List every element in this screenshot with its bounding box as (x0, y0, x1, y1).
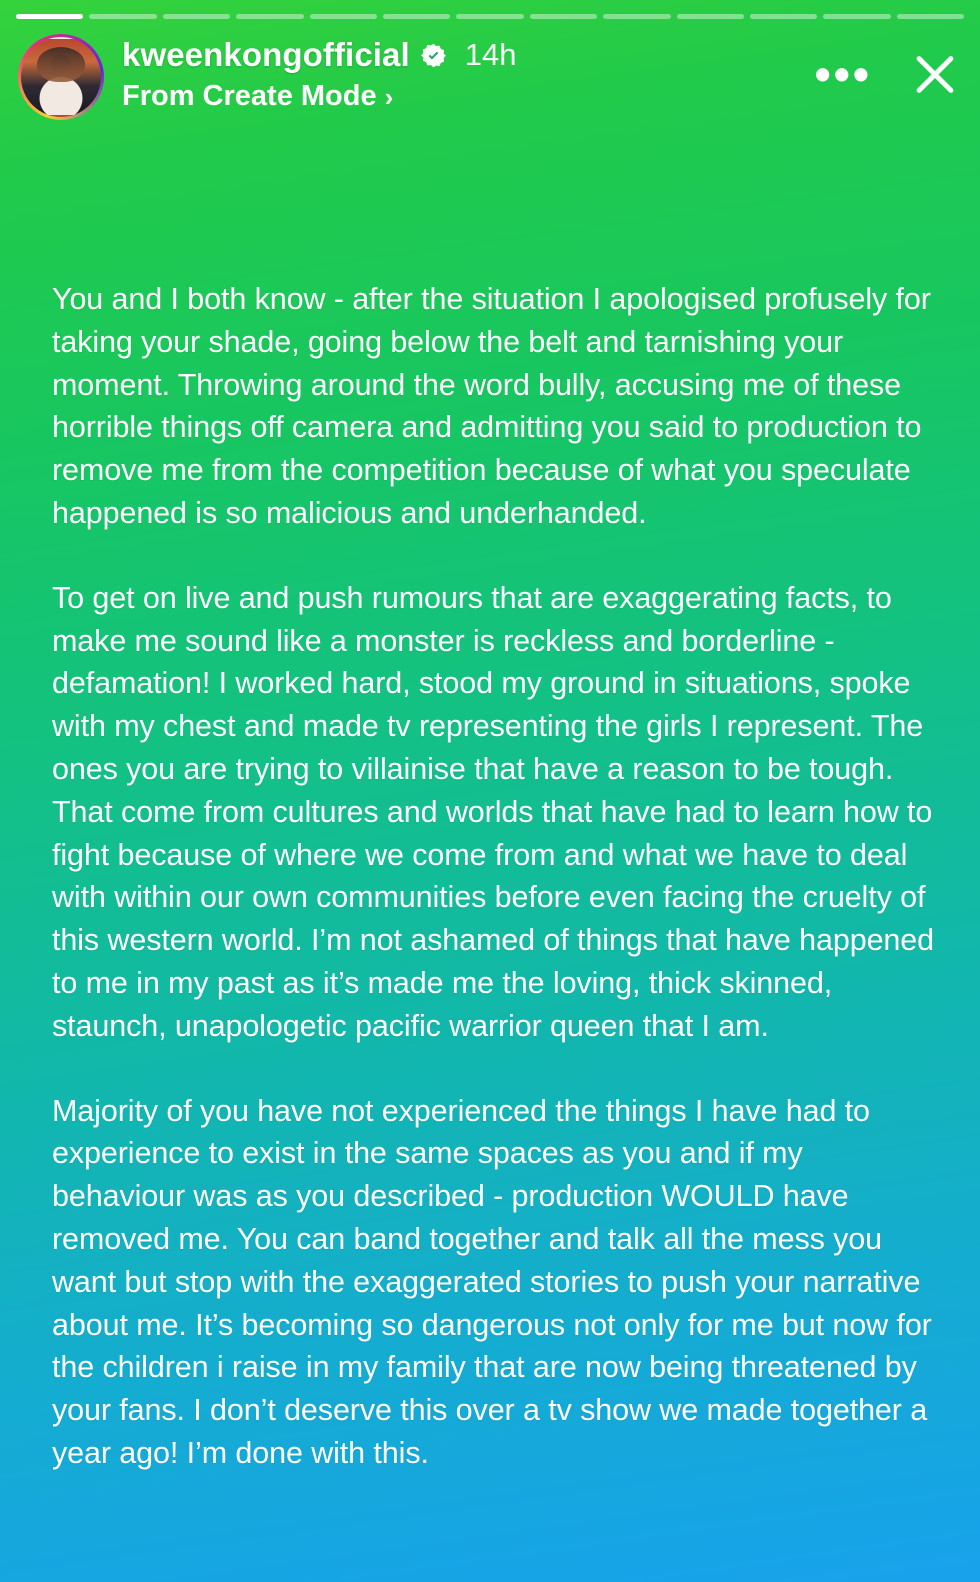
verified-badge-icon (420, 42, 447, 69)
story-paragraph: You and I both know - after the situation I apologised profusely for taking your shade, going below the belt and tarnishing your moment. Throwing around the word bully, accusing me of these horrible things off camera and admitting you said to production to remove me from the competition because of what you speculate happened is so malicious and underhanded. (52, 282, 931, 530)
progress-segment[interactable] (383, 14, 450, 19)
progress-segment[interactable] (603, 14, 670, 19)
story-header-actions (815, 30, 962, 102)
story-author-info (122, 30, 815, 113)
story-paragraph: To get on live and push rumours that are exaggerating facts, to make me sound like a monster is reckless and borderline - defamation! I worked hard, stood my ground in situations, spoke with my chest and made tv representing the girls I represent. The ones you are trying to villainise that have a reason to be tough. That come from cultures and worlds that have had to learn how to fight because of where we come from and what we have to deal with within our own communities before even facing the cruelty of this western world. I’m not ashamed of things that have happened to me in my past as it’s made me the loving, thick skinned, staunch, unapologetic pacific warrior queen that I am. (52, 580, 935, 1043)
story-progress-bar (16, 14, 964, 19)
story-header (18, 30, 962, 130)
progress-segment[interactable] (750, 14, 817, 19)
close-icon[interactable] (906, 46, 962, 102)
create-mode-label[interactable]: From Create Mode (122, 80, 377, 112)
story-paragraph: Majority of you have not experienced the things I have had to experience to exist in the same spaces as you and if my behaviour was as you described - production WOULD have removed me. You can band together and talk all the mess you want but stop with the exaggerated stories to push your narrative about me. It’s becoming so dangerous not only for me but now for the children i raise in my family that are now being threatened by your fans. I don’t deserve this over a tv show we made together a year ago! I’m done with this. (52, 1093, 932, 1470)
progress-segment[interactable] (163, 14, 230, 19)
story-text-content (52, 278, 938, 1475)
more-options-icon[interactable]: ••• (814, 48, 872, 100)
progress-segment[interactable] (897, 14, 964, 19)
avatar[interactable] (18, 34, 104, 120)
avatar-image (21, 37, 101, 117)
progress-segment[interactable] (456, 14, 523, 19)
progress-segment[interactable] (16, 14, 83, 19)
story-timestamp: 14h (464, 37, 517, 72)
progress-segment[interactable] (823, 14, 890, 19)
progress-segment[interactable] (310, 14, 377, 19)
username-label[interactable]: kweenkongofficial (122, 36, 410, 73)
progress-segment[interactable] (677, 14, 744, 19)
progress-segment[interactable] (236, 14, 303, 19)
progress-segment[interactable] (89, 14, 156, 19)
progress-segment[interactable] (530, 14, 597, 19)
chevron-right-icon[interactable]: › (384, 81, 394, 112)
